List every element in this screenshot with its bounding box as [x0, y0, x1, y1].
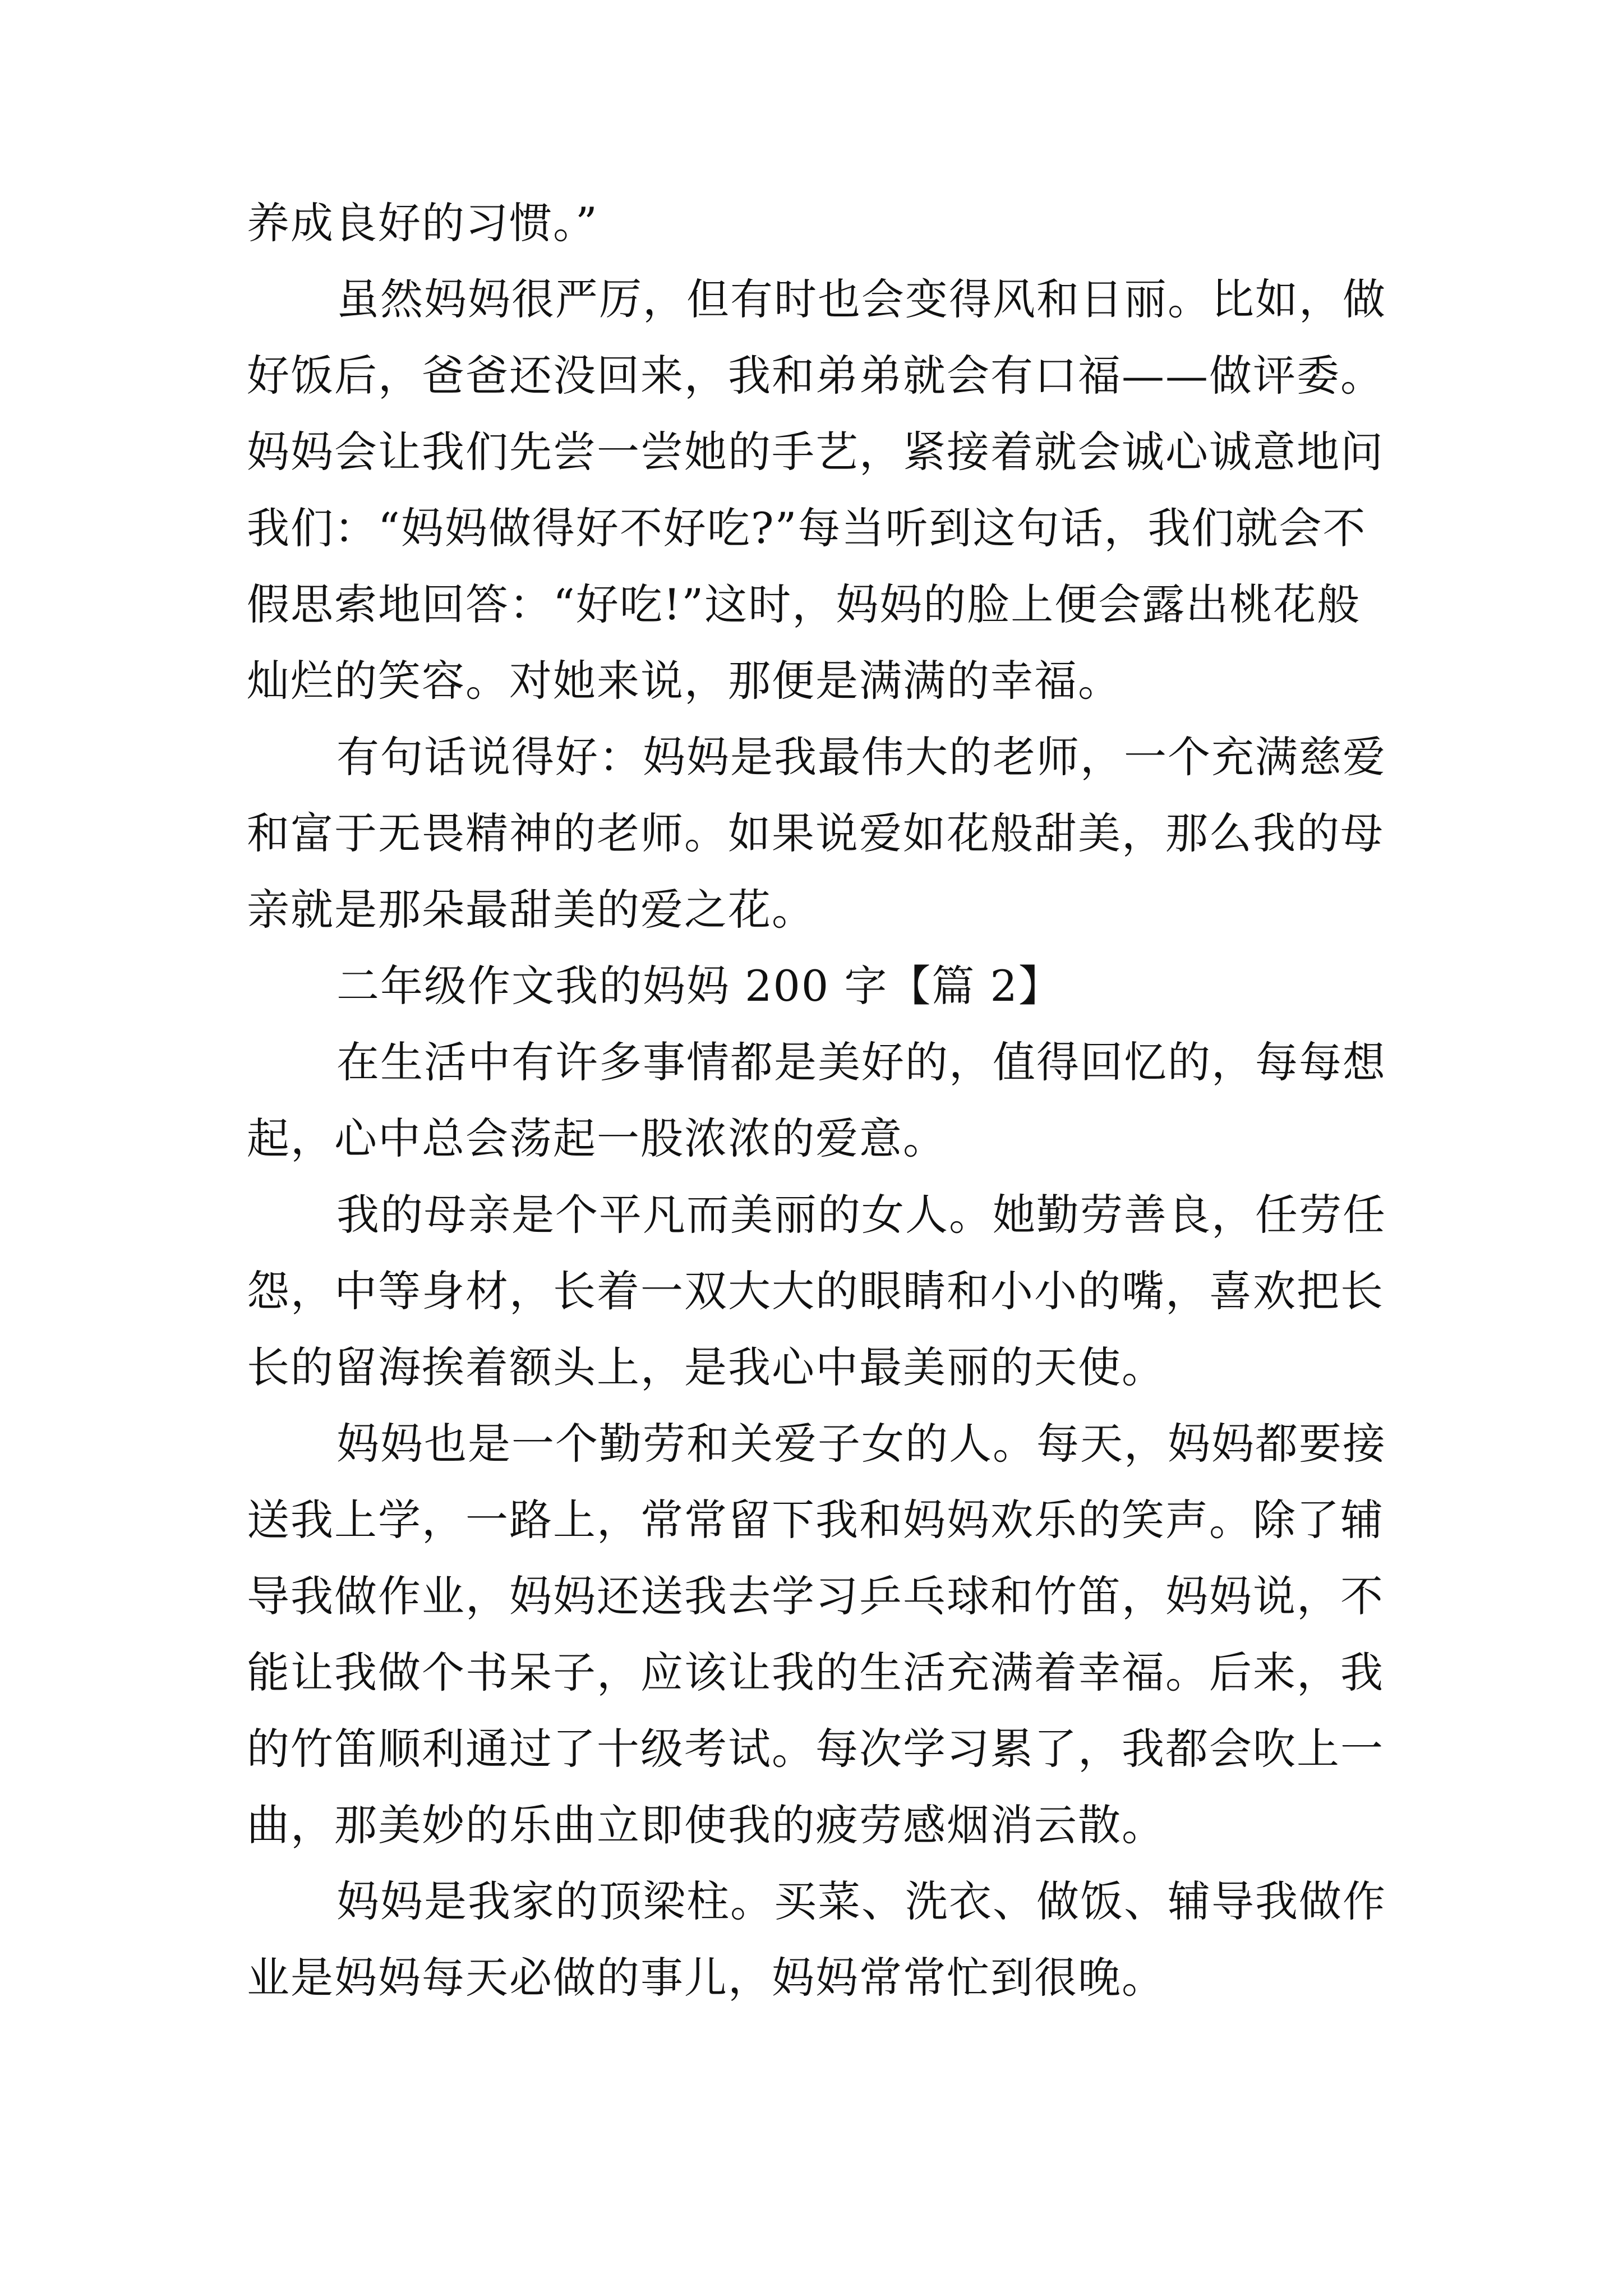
- text-line: 曲，那美妙的乐曲立即使我的疲劳感烟消云散。: [247, 1800, 1165, 1850]
- text-line: 妈妈会让我们先尝一尝她的手艺，紧接着就会诚心诚意地问: [247, 427, 1384, 477]
- text-line: 虽然妈妈很严厉，但有时也会变得风和日丽。比如，做: [336, 274, 1386, 324]
- text-line: 好饭后，爸爸还没回来，我和弟弟就会有口福——做评委。: [247, 351, 1384, 401]
- text-line: 导我做作业，妈妈还送我去学习乒乓球和竹笛，妈妈说，不: [247, 1571, 1384, 1621]
- text-line: 长的留海挨着额头上，是我心中最美丽的天使。: [247, 1342, 1165, 1392]
- section-heading: 二年级作文我的妈妈 200 字【篇 2】: [336, 961, 1062, 1011]
- text-line: 在生活中有许多事情都是美好的，值得回忆的，每每想: [336, 1037, 1386, 1087]
- text-line: 我们：“妈妈做得好不好吃?”每当听到这句话，我们就会不: [247, 503, 1367, 553]
- essay-body: [247, 185, 1391, 2016]
- text-line: 养成良好的习惯。”: [247, 198, 598, 248]
- text-line: 假思索地回答：“好吃!”这时，妈妈的脸上便会露出桃花般: [247, 579, 1361, 629]
- text-line: 妈妈是我家的顶梁柱。买菜、洗衣、做饭、辅导我做作: [336, 1876, 1386, 1926]
- text-line: 妈妈也是一个勤劳和关爱子女的人。每天，妈妈都要接: [336, 1419, 1386, 1469]
- text-line: 我的母亲是个平凡而美丽的女人。她勤劳善良，任劳任: [336, 1190, 1386, 1240]
- text-line: 怨，中等身材，长着一双大大的眼睛和小小的嘴，喜欢把长: [247, 1266, 1384, 1316]
- text-line: 能让我做个书呆子，应该让我的生活充满着幸福。后来，我: [247, 1648, 1384, 1697]
- text-line: 的竹笛顺利通过了十级考试。每次学习累了，我都会吹上一: [247, 1724, 1384, 1774]
- text-line: 亲就是那朵最甜美的爱之花。: [247, 885, 815, 935]
- text-line: 有句话说得好：妈妈是我最伟大的老师，一个充满慈爱: [336, 732, 1386, 782]
- text-line: 送我上学，一路上，常常留下我和妈妈欢乐的笑声。除了辅: [247, 1495, 1384, 1545]
- text-line: 起，心中总会荡起一股浓浓的爱意。: [247, 1114, 947, 1163]
- text-line: 和富于无畏精神的老师。如果说爱如花般甜美，那么我的母: [247, 808, 1384, 858]
- text-line: 业是妈妈每天必做的事儿，妈妈常常忙到很晚。: [247, 1953, 1165, 2003]
- text-line: 灿烂的笑容。对她来说，那便是满满的幸福。: [247, 656, 1122, 706]
